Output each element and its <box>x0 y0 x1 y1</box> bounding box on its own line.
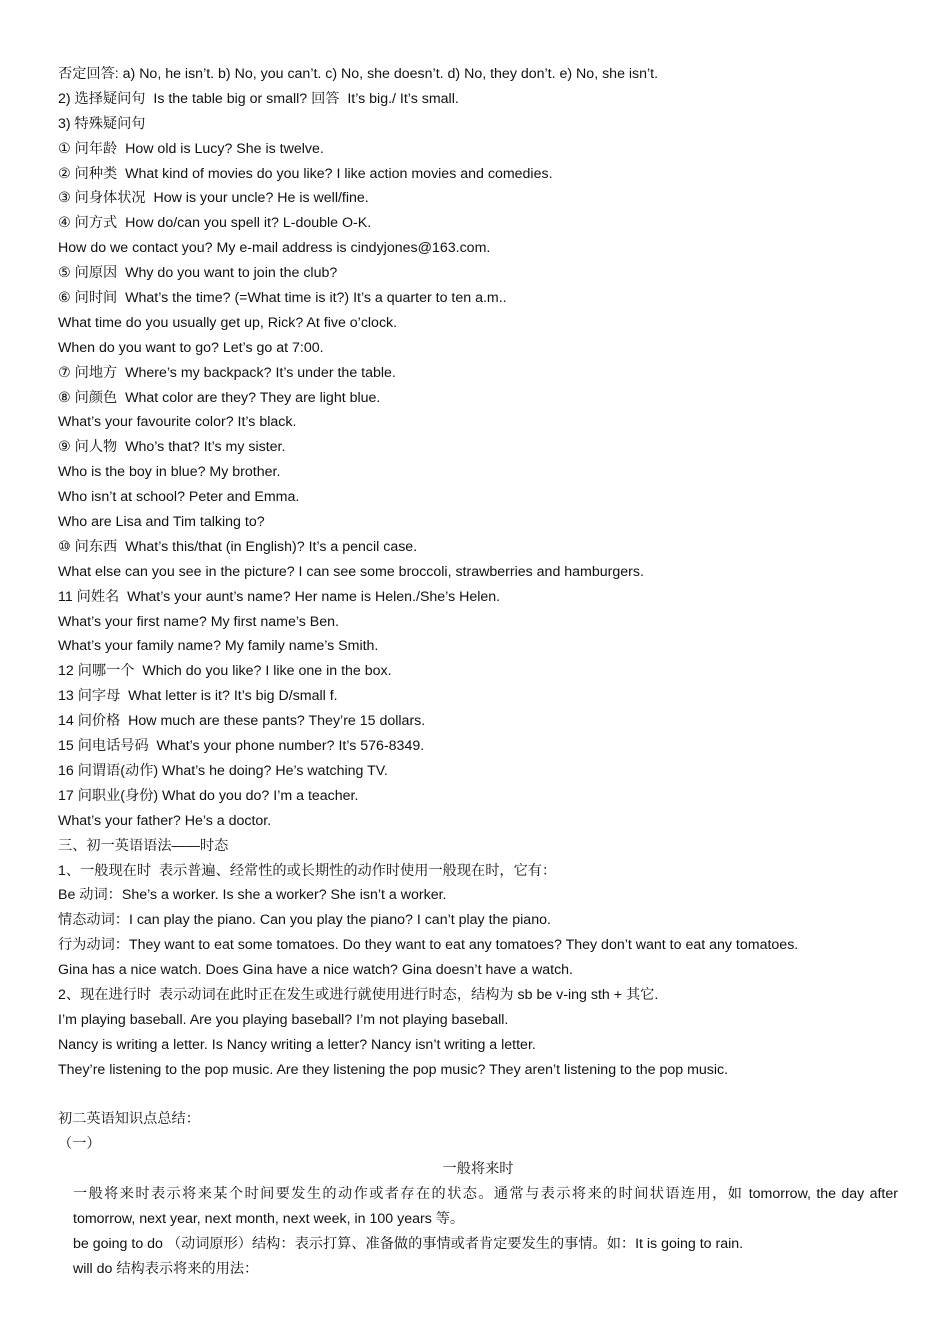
text-line: How do we contact you? My e-mail address is cindyjones@163.com. <box>58 240 491 257</box>
text-line: ⑦ 问地方 Where’s my backpack? It’s under the table. <box>58 364 396 381</box>
text-line: ① 问年龄 How old is Lucy? She is twelve. <box>58 140 324 157</box>
text-line: I’m playing baseball. Are you playing baseball? I’m not playing baseball. <box>58 1011 509 1028</box>
section-title: 一般将来时 <box>442 1161 514 1178</box>
text-line: Who is the boy in blue? My brother. <box>58 464 281 481</box>
text-line: 13 问字母 What letter is it? It’s big D/small f. <box>58 688 338 705</box>
text-line: 16 问谓语(动作) What’s he doing? He’s watching TV. <box>58 762 388 779</box>
grammar-notes-section <box>58 62 898 1083</box>
text-line: What’s your father? He’s a doctor. <box>58 812 272 829</box>
text-line: ⑧ 问颜色 What color are they? They are light blue. <box>58 389 381 406</box>
text-line: 三、初一英语语法——时态 <box>58 837 229 854</box>
blank-line <box>58 1083 898 1108</box>
text-line: What else can you see in the picture? I can see some broccoli, strawberries and hamburgers. <box>58 563 644 580</box>
text-line: Who isn’t at school? Peter and Emma. <box>58 489 300 506</box>
text-line: 1、一般现在时 表示普遍、经常性的或长期性的动作时使用一般现在时，它有： <box>58 862 557 879</box>
section-heading: 初二英语知识点总结： <box>58 1111 200 1128</box>
text-line: 11 问姓名 What’s your aunt’s name? Her name is Helen./She’s Helen. <box>58 588 501 605</box>
text-line: When do you want to go? Let’s go at 7:00. <box>58 339 324 356</box>
text-line: ⑨ 问人物 Who’s that? It’s my sister. <box>58 439 286 456</box>
paragraph-will-do: will do 结构表示将来的用法： <box>73 1260 259 1277</box>
text-line: ② 问种类 What kind of movies do you like? I like action movies and comedies. <box>58 165 553 182</box>
text-line: 14 问价格 How much are these pants? They’re 15 dollars. <box>58 713 426 730</box>
text-line: Who are Lisa and Tim talking to? <box>58 514 265 531</box>
text-line: They’re listening to the pop music. Are they listening the pop music? They aren’t listening to the pop music. <box>58 1061 729 1078</box>
text-line: Be 动词：She’s a worker. Is she a worker? She isn’t a worker. <box>58 887 447 904</box>
text-line: What’s your family name? My family name’s Smith. <box>58 638 379 655</box>
text-line: 2、现在进行时 表示动词在此时正在发生或进行就使用进行时态，结构为 sb be v-ing sth + 其它. <box>58 986 659 1003</box>
text-line: 情态动词：I can play the piano. Can you play the piano? I can’t play the piano. <box>58 912 551 929</box>
text-line: Gina has a nice watch. Does Gina have a nice watch? Gina doesn’t have a watch. <box>58 962 573 979</box>
document-page <box>58 62 898 1282</box>
text-line: 2) 选择疑问句 Is the table big or small? 回答 It’s big./ It’s small. <box>58 90 459 107</box>
paragraph-be-going-to: be going to do （动词原形）结构：表示打算、准备做的事情或者肯定要发生的事情。如：It is going to rain. <box>73 1235 744 1252</box>
paragraph-future-tense: 一般将来时表示将来某个时间要发生的动作或者存在的状态。通常与表示将来的时间状语连用，如 tomorrow, the day after tomorrow, next year, next month, next week, in 100 years 等。 <box>73 1186 898 1227</box>
text-line: 行为动词：They want to eat some tomatoes. Do they want to eat any tomatoes? They don’t want to eat any tomatoes. <box>58 937 799 954</box>
text-line: ③ 问身体状况 How is your uncle? He is well/fine. <box>58 190 369 207</box>
text-line: 3) 特殊疑问句 <box>58 115 146 132</box>
text-line: 12 问哪一个 Which do you like? I like one in the box. <box>58 663 392 680</box>
text-line: ⑤ 问原因 Why do you want to join the club? <box>58 265 338 282</box>
section-subheading: （一） <box>58 1136 101 1153</box>
text-line: 否定回答: a) No, he isn’t. b) No, you can’t. c) No, she doesn’t. d) No, they don’t. e) No, she isn’t. <box>58 66 659 82</box>
text-line: 17 问职业(身份) What do you do? I’m a teacher. <box>58 787 359 804</box>
text-line: ④ 问方式 How do/can you spell it? L-double O-K. <box>58 215 372 232</box>
text-line: What time do you usually get up, Rick? At five o’clock. <box>58 314 398 331</box>
text-line: What’s your first name? My first name’s Ben. <box>58 613 339 630</box>
text-line: 15 问电话号码 What’s your phone number? It’s 576-8349. <box>58 738 425 755</box>
text-line: What’s your favourite color? It’s black. <box>58 414 297 431</box>
text-line: ⑥ 问时间 What’s the time? (=What time is it?) It’s a quarter to ten a.m.. <box>58 290 507 307</box>
text-line: Nancy is writing a letter. Is Nancy writing a letter? Nancy isn’t writing a letter. <box>58 1036 536 1053</box>
text-line: ⑩ 问东西 What’s this/that (in English)? It’s a pencil case. <box>58 538 418 555</box>
